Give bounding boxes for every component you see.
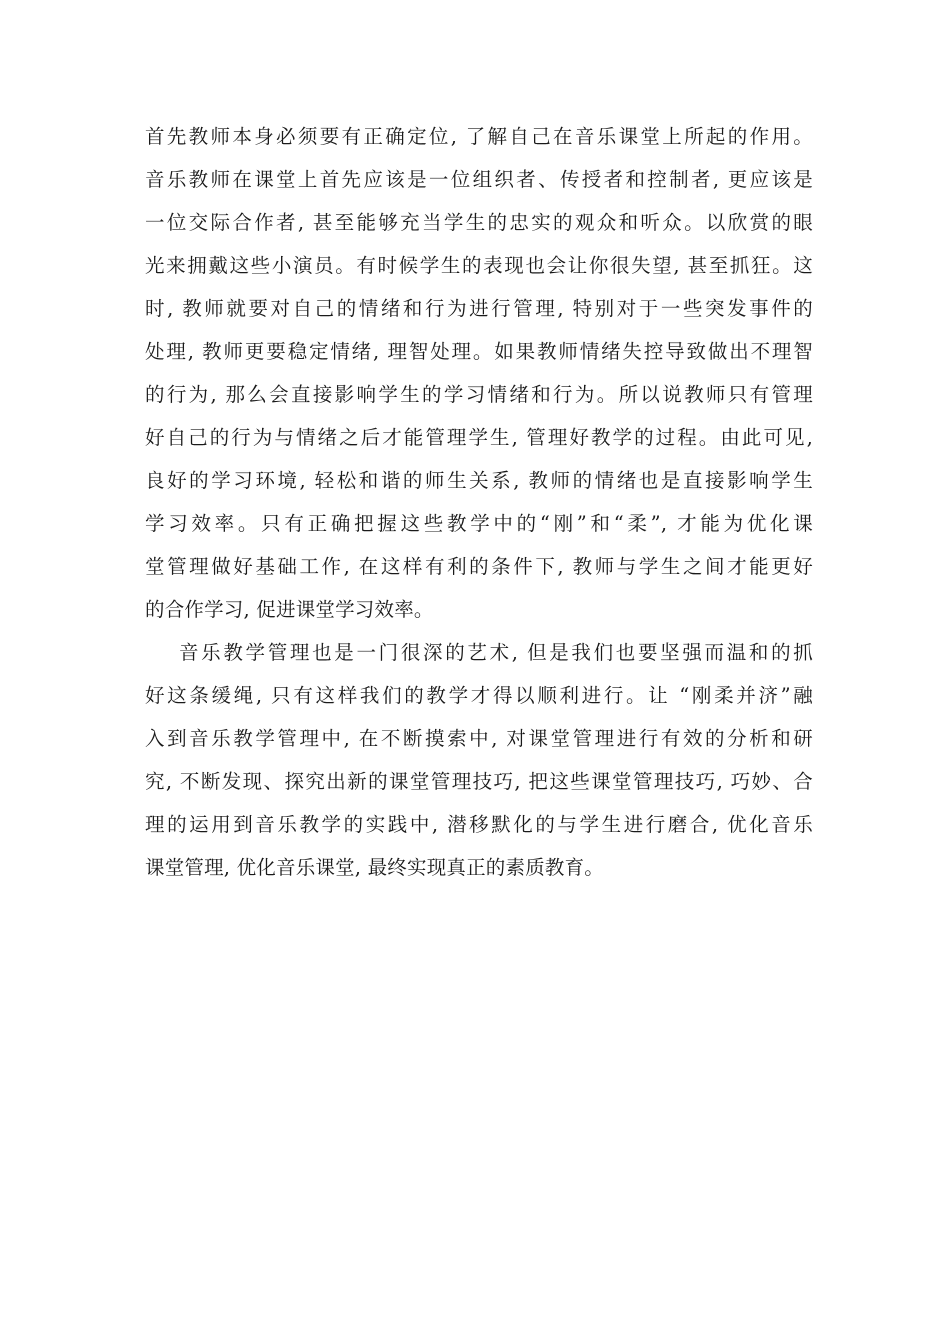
text-line: 入到音乐教学管理中, 在不断摸索中, 对课堂管理进行有效的分析和研 [145, 727, 813, 750]
body-text [145, 115, 813, 889]
text-line: 好这条缓绳, 只有这样我们的教学才得以顺利进行。让 “刚柔并济”融 [145, 684, 813, 707]
text-line: 首先教师本身必须要有正确定位, 了解自己在音乐课堂上所起的作用。 [145, 125, 813, 148]
text-line: 一位交际合作者, 甚至能够充当学生的忠实的观众和听众。以欣赏的眼 [145, 211, 813, 234]
text-line: 究, 不断发现、探究出新的课堂管理技巧, 把这些课堂管理技巧, 巧妙、合 [145, 770, 813, 793]
text-line: 的合作学习, 促进课堂学习效率。 [145, 598, 434, 621]
text-line: 处理, 教师更要稳定情绪, 理智处理。如果教师情绪失控导致做出不理智 [145, 340, 813, 363]
text-line: 理的运用到音乐教学的实践中, 潜移默化的与学生进行磨合, 优化音乐 [145, 813, 813, 836]
text-line: 音乐教学管理也是一门很深的艺术, 但是我们也要坚强而温和的抓 [179, 641, 813, 664]
text-line: 堂管理做好基础工作, 在这样有利的条件下, 教师与学生之间才能更好 [145, 555, 813, 578]
text-line: 的行为, 那么会直接影响学生的学习情绪和行为。所以说教师只有管理 [145, 383, 813, 406]
text-line: 音乐教师在课堂上首先应该是一位组织者、传授者和控制者, 更应该是 [145, 168, 813, 191]
text-line: 好自己的行为与情绪之后才能管理学生, 管理好教学的过程。由此可见, [145, 426, 813, 449]
paragraph-1 [145, 115, 813, 631]
text-line: 学习效率。只有正确把握这些教学中的“刚”和“柔”, 才能为优化课 [145, 512, 813, 535]
paragraph-2 [145, 631, 813, 889]
text-line: 时, 教师就要对自己的情绪和行为进行管理, 特别对于一些突发事件的 [145, 297, 813, 320]
text-line: 良好的学习环境, 轻松和谐的师生关系, 教师的情绪也是直接影响学生 [145, 469, 813, 492]
text-line: 课堂管理, 优化音乐课堂, 最终实现真正的素质教育。 [145, 856, 604, 879]
text-line: 光来拥戴这些小演员。有时候学生的表现也会让你很失望, 甚至抓狂。这 [145, 254, 813, 277]
